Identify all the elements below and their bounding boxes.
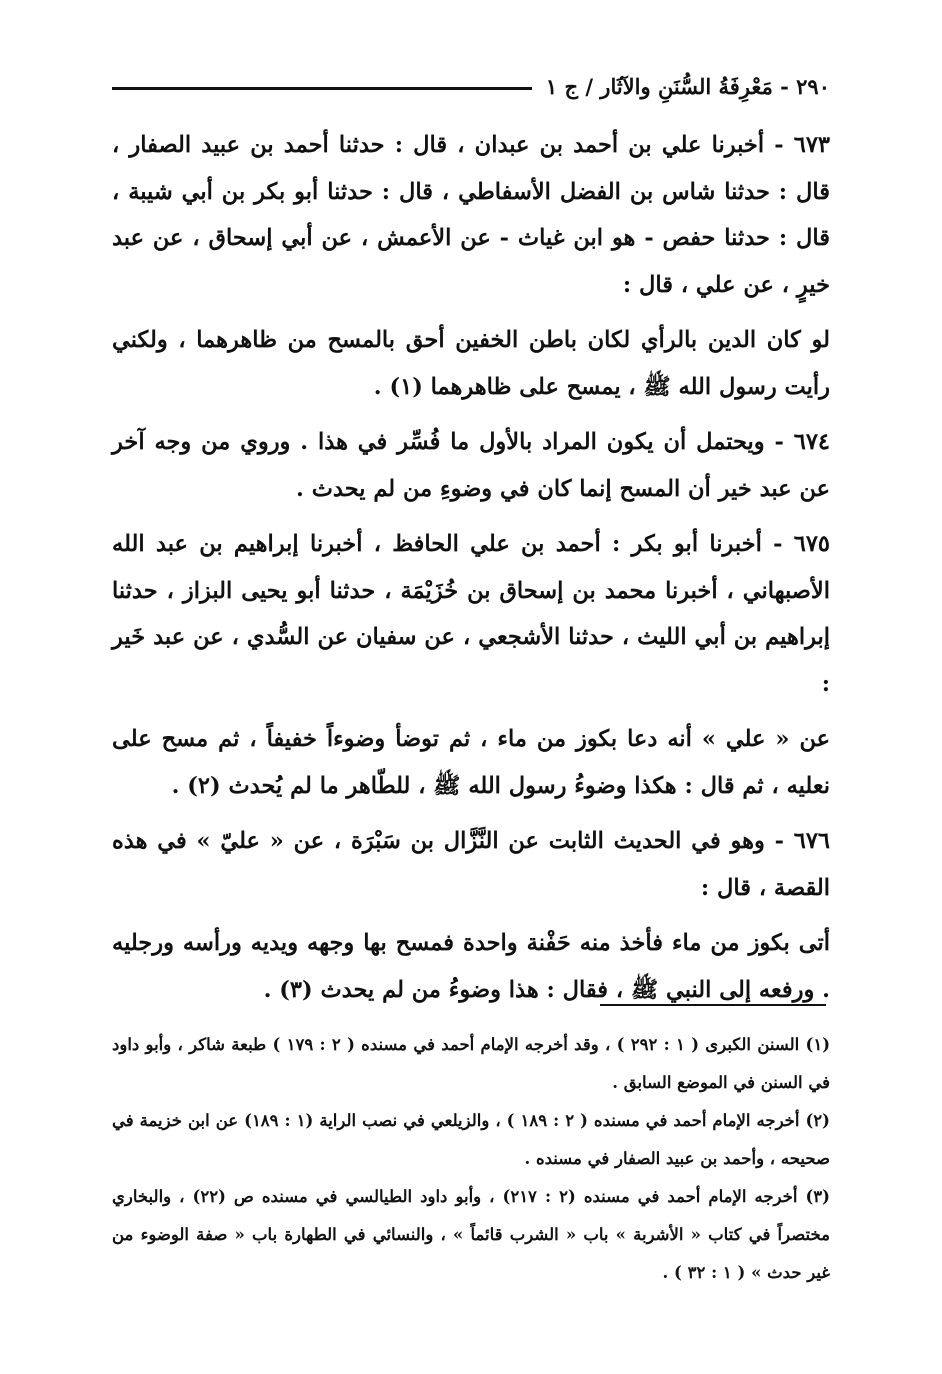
paragraph-676: ٦٧٦ - وهو في الحديث الثابت عن النَّزَّال بن سَبْرَة ، عن « عليّ » في هذه القصة ، قال :: [112, 828, 830, 901]
hadith-text-673: لو كان الدين بالرأي لكان باطن الخفين أحق بالمسح من ظاهرهما ، ولكني رأيت رسول الله ﷺ ، يمسح على ظاهرهما (١) .: [112, 327, 830, 400]
footnote-2: (٢) أخرجه الإمام أحمد في مسنده ( ٢ : ١٨٩ ) ، والزيلعي في نصب الراية (١ : ١٨٩) عن ابن خزيمة في صحيحه ، وأحمد بن عبيد الصفار في مسنده .: [112, 1111, 830, 1168]
paragraph-675: ٦٧٥ - أخبرنا أبو بكر : أحمد بن علي الحافظ ، أخبرنا إبراهيم بن عبد الله الأصبهاني ، أخبرنا محمد بن إسحاق بن خُزَيْمَة ، حدثنا أبو يحيى البزاز ، حدثنا إبراهيم بن أبي الليث ، حدثنا الأشجعي ، عن سفيان عن السُّدي ، عن عبد خَير :: [112, 531, 830, 697]
hadith-text-675: عن « علي » أنه دعا بكوز من ماء ، ثم توضأ وضوءاً خفيفاً ، ثم مسح على نعليه ، ثم قال : هكذا وضوءُ رسول الله ﷺ ، للطّاهر ما لم يُحدث (٢) .: [112, 726, 830, 799]
footnote-separator: [600, 1004, 826, 1006]
main-text: [112, 122, 830, 1022]
footnote-1: (١) السنن الكبرى ( ١ : ٢٩٢ ) ، وقد أخرجه الإمام أحمد في مسنده ( ٢ : ١٧٩ ) طبعة شاكر ، وأبو داود في السنن في الموضع السابق .: [112, 1035, 830, 1092]
header-rule: [112, 87, 532, 90]
running-header: [112, 66, 830, 106]
footnote-3: (٣) أخرجه الإمام أحمد في مسنده (٢ : ٢١٧) ، وأبو داود الطيالسي في مسنده ص (٢٢) ، والبخاري مختصراً في كتاب « الأشربة » باب « الشرب قائماً » ، والنسائي في الطهارة باب « صفة الوضوء من غير حدث » ( ١ : ٣٢ ) .: [112, 1187, 830, 1282]
paragraph-673: ٦٧٣ - أخبرنا علي بن أحمد بن عبدان ، قال : حدثنا أحمد بن عبيد الصفار ، قال : حدثنا شاس بن الفضل الأسفاطي ، قال : حدثنا أبو بكر بن أبي شيبة ، قال : حدثنا حفص - هو ابن غياث - عن الأعمش ، عن أبي إسحاق ، عن عبد خيرٍ ، عن علي ، قال :: [112, 132, 830, 298]
footnotes: [112, 1026, 830, 1292]
hadith-text-676: أتى بكوز من ماء فأخذ منه حَفْنة واحدة فمسح بها وجهه ويديه ورأسه ورجليه . ورفعه إلى النبي ﷺ ، فقال : هذا وضوءُ من لم يحدث (٣) .: [112, 930, 830, 1003]
page-header-title: ٢٩٠ - مَعْرِفَةُ السُّنَنِ والآثَار / ج ١: [545, 73, 830, 99]
paragraph-674: ٦٧٤ - ويحتمل أن يكون المراد بالأول ما فُسِّر في هذا . وروي من وجه آخر عن عبد خير أن المسح إنما كان في وضوءِ من لم يحدث .: [112, 429, 830, 502]
